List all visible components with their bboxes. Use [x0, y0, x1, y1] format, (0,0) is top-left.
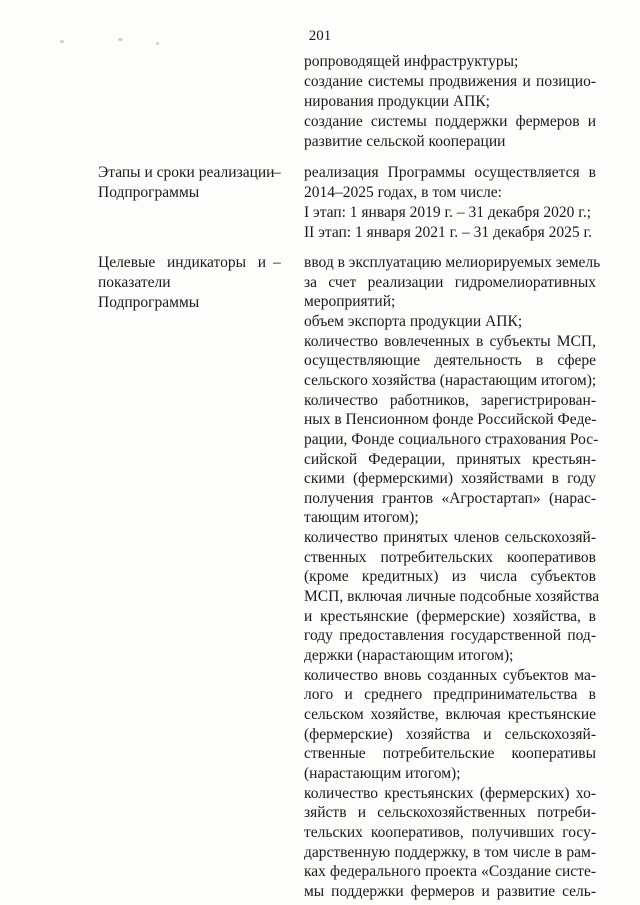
continuation-line: развитие сельской кооперации: [304, 133, 506, 150]
row-value-line: сельском хозяйстве, включая крестьянские: [304, 705, 596, 723]
row-value-line: сийской Федерации, принятых крестьян-: [304, 450, 596, 468]
row-label-indicators: показатели: [98, 274, 171, 291]
row-label-stages: Подпрограммы: [98, 184, 200, 201]
row-label-indicators: Подпрограммы: [98, 294, 200, 311]
row-value-line: ных в Пенсионном фонде Российской Феде-: [304, 411, 597, 429]
scan-speck: [156, 42, 159, 45]
row-value-line: II этап: 1 января 2021 г. – 31 декабря 2025 г.: [304, 224, 592, 241]
row-dash: –: [273, 254, 281, 271]
row-value-line: количество вновь созданных субъектов ма-: [304, 666, 596, 684]
row-label-stages: Этапы и сроки реализации: [98, 164, 275, 181]
row-value-line: ввод в эксплуатацию мелиорируемых земель: [304, 254, 601, 271]
row-value-line: зяйств и сельскохозяйственных потреби-: [304, 804, 596, 822]
row-value-line: мы поддержки фермеров и развитие сель-: [304, 882, 596, 900]
row-value-line: (фермерские) хозяйства и сельскохозяй-: [304, 725, 596, 743]
continuation-line: ропроводящей инфраструктуры;: [304, 53, 519, 70]
row-value-line: 2014–2025 годах, в том числе:: [304, 184, 502, 201]
row-value-line: держки (нарастающим итогом);: [304, 647, 514, 664]
row-value-line: году предоставления государственной под-: [304, 627, 596, 645]
row-label-indicators: Целевые индикаторы и: [98, 254, 266, 271]
row-value-line: ках федерального проекта «Создание систе-: [304, 863, 596, 881]
continuation-line: создание системы продвижения и позицио-: [304, 73, 596, 90]
page-number: 201: [308, 28, 332, 44]
row-value-line: получения грантов «Агростартап» (нарас-: [304, 489, 596, 507]
row-value-line: тельских кооперативов, получивших госу-: [304, 823, 596, 841]
continuation-line: создание системы поддержки фермеров и: [304, 113, 596, 130]
row-value-line: объем экспорта продукции АПК;: [304, 312, 523, 330]
row-value-line: рации, Фонде социального страхования Рос-: [304, 430, 599, 448]
row-value-line: лого и среднего предпринимательства в: [304, 686, 596, 704]
row-value-line: (нарастающим итогом);: [304, 764, 461, 782]
row-value-line: тающим итогом);: [304, 509, 419, 527]
row-value-line: I этап: 1 января 2019 г. – 31 декабря 2020 г.;: [304, 204, 592, 221]
row-value-line: количество крестьянских (фермерских) хо-: [304, 784, 596, 802]
row-value-line: ственные потребительские кооперативы: [304, 745, 596, 763]
row-value-line: МСП, включая личные подсобные хозяйства: [304, 588, 600, 606]
row-value-line: осуществляющие деятельность в сфере: [304, 352, 596, 370]
row-value-line: ственных потребительских кооперативов: [304, 548, 596, 566]
row-value-line: и крестьянские (фермерские) хозяйства, в: [304, 607, 596, 625]
scan-speck: [118, 38, 123, 41]
scan-speck: [60, 40, 64, 43]
row-value-line: сельского хозяйства (нарастающим итогом);: [304, 371, 597, 389]
continuation-line: нирования продукции АПК;: [304, 93, 490, 110]
row-value-line: дарственную поддержку, в том числе в рам-: [304, 843, 596, 861]
row-value-line: реализация Программы осуществляется в: [304, 164, 596, 181]
row-value-line: (кроме кредитных) из числа субъектов: [304, 568, 596, 586]
row-value-line: количество принятых членов сельскохозяй-: [304, 529, 596, 547]
row-value-line: мероприятий;: [304, 293, 396, 311]
row-value-line: скими (фермерскими) хозяйствами в году: [304, 470, 596, 488]
row-dash: –: [273, 164, 281, 181]
row-value-line: за счет реализации гидромелиоративных: [304, 273, 596, 291]
row-value-line: количество вовлеченных в субъекты МСП,: [304, 332, 596, 350]
row-value-line: количество работников, зарегистрирован-: [304, 391, 596, 409]
